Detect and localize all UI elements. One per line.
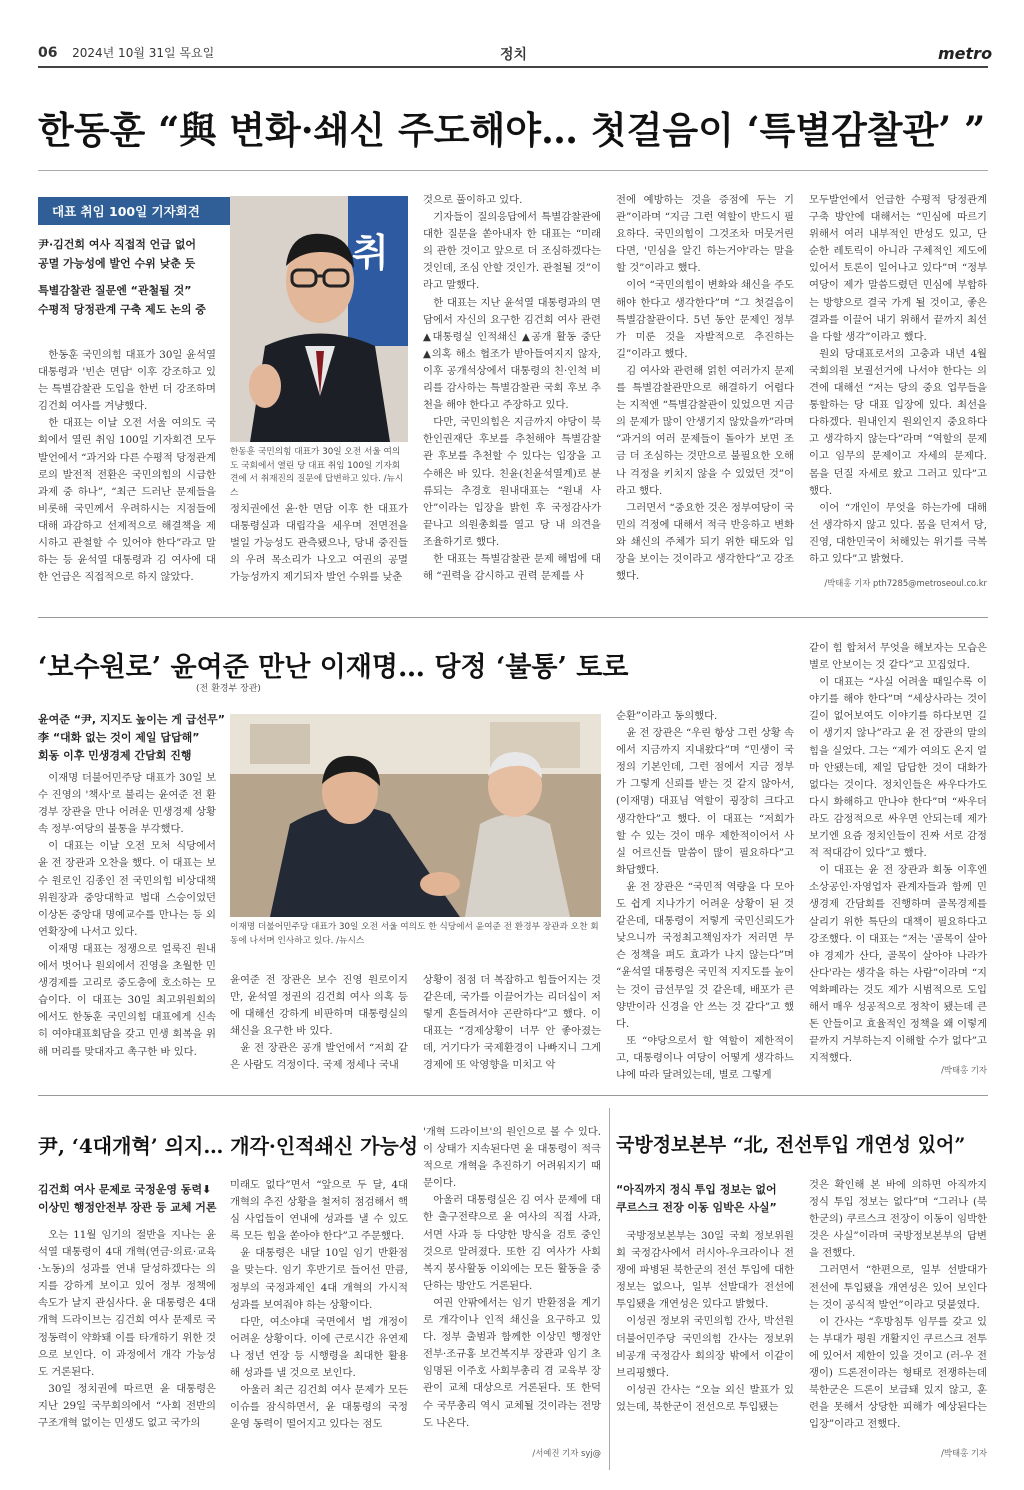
paragraph: 이 대표는 윤 전 장관과 회동 이후엔 소상공인·자영업자 관계자들과 함께 민생경제 간담회를 진행하며 골목경제를 살리기 위한 특단의 대책이 필요하다고 강조했다. 이 대표는 “저는 '골목이 살아야 경제가 산다, 골목이 살아야 나라가 산다'라는 생각을 하는 사람”이라며 “지역화폐라는 것도 제가 시범적으로 도입해서 매우 성공적으로 정착이 됐는데 큰 돈 안들이고 효율적인 정책을 왜 이렇게 끝까지 거부하는지 이해할 수가 없다”고 지적했다. (809, 864, 987, 1065)
story2-byline: /박태홍 기자 (941, 1065, 987, 1075)
metro-logo: metro (938, 44, 993, 63)
paragraph: '개혁 드라이브'의 원인으로 볼 수 있다. 이 상태가 지속된다면 윤 대통령이 적극적으로 개혁을 추진하기 어려워지기 때문이다. (423, 1126, 601, 1190)
paragraph: 한 대표는 지난 윤석열 대통령과의 면담에서 자신의 요구한 김건희 여사 관련 ▲대통령실 인적쇄신 ▲공개 활동 중단 ▲의혹 해소 협조가 받아들여지지 않자, 이후 공개석상에서 대통령의 친·인척 비리를 감사하는 특별감찰관 국회 후보 추천을 해야 한다고 주장하고 있다. (423, 296, 601, 412)
paragraph: 이성권 정보위 국민의힘 간사, 박선원 더불어민주당 국민의힘 간사는 정보위 비공개 국정감사 회의장 밖에서 이같이 브리핑했다. (616, 1315, 794, 1379)
paragraph: 다만, 여소야대 국면에서 법 개정이 어려운 상황이다. 이에 근로시간 유연제나 정년 연장 등 시행령을 최대한 활용해 성과를 낼 것으로 보인다. (230, 1315, 408, 1380)
paragraph: 윤 전 장관은 “국민적 역량을 다 모아도 쉽게 지나가기 어려운 상황이 된 것 같은데, 대통령이 저렇게 국민신뢰도가 낮으니까 국정최고책임자가 저러면 무슨 정책을 펴도 효과가 나지 않는다”며 “윤석열 대통령은 국민적 지지도를 높이는 것이 급선무일 것 같은데, 배포가 큰 양반이라 신경을 안 쓰는 것 같다”고 했다. (616, 880, 794, 1030)
paragraph: 상황이 점점 더 복잡하고 힘들어지는 것 같은데, 국가를 이끌어가는 리더십이 저렇게 흔들려서야 곤란하다”고 했다. 이 대표는 “경제상황이 너무 안 좋아졌는데, 거기다가 국제환경이 나빠지니 그게 경제에 또 악영향을 미치고 악 (423, 974, 601, 1072)
story2-caption: 이재명 더불어민주당 대표가 30일 오전 서울 여의도 한 식당에서 윤여준 전 환경부 장관과 오찬 회동에 나서며 인사하고 있다. /뉴시스 (230, 922, 599, 946)
han-donghoon-photo (230, 196, 408, 442)
story3-column-3 (423, 1124, 601, 1441)
paragraph: 윤여준 전 장관은 보수 진영 원로이지만, 윤석열 정권의 김건희 여사 의혹 등에 대해선 강하게 비판하며 대통령실의 쇄신을 요구한 바 있다. (230, 974, 408, 1038)
svg-text:취: 취 (352, 231, 389, 275)
story2-column-5 (809, 640, 987, 1065)
paragraph: 미래도 없다”면서 “앞으로 두 달, 4대 개혁의 추진 상황을 철저히 점검해서 핵심 사업들이 연내에 성과를 낼 수 있도록 모든 힘을 쏟아야 한다”고 주문했다. (230, 1179, 408, 1243)
issue-date: 2024년 10월 31일 목요일 (72, 46, 215, 60)
story1-deck1: 尹·김건희 여사 직접적 언급 없어 공멸 가능성에 발언 수위 낮춘 듯 (38, 238, 197, 270)
han-donghoon-illustration (230, 196, 408, 442)
lee-yoon-meeting-photo (230, 714, 601, 917)
story1-caption: 한동훈 국민의힘 대표가 30일 오전 서울 여의도 국회에서 열린 당 대표 취임 100일 기자회견에 서 취재진의 질문에 답변하고 있다. /뉴시스 (230, 447, 404, 498)
paragraph: 다만, 국민의힘은 지금까지 야당이 북한인권재단 후보를 추천해야 특별감찰관 후보를 추천할 수 있다는 입장을 고수해은 바 있다. 친윤(친윤석열계)로 분류되는 추경호 원내대표는 “원내 사안”이라는 입장을 밝힌 후 국정감사가 끝나고 의원총회를 열고 당 내 의견을 조율하기로 했다. (423, 416, 601, 548)
story2-subnote: (전 환경부 장관) (196, 684, 261, 694)
section-name: 정치 (500, 47, 528, 63)
paragraph: 기자들이 질의응답에서 특별감찰관에 대한 질문을 쏟아내자 한 대표는 “미래의 관한 것이고 앞으로 더 조심하겠다는 것인데, 조심 안할 것인가. 관철될 것”이라고 말했다. (423, 211, 601, 292)
paragraph: 이 간사는 “후방침투 임무를 갖고 있는 부대가 평원 개활지인 쿠르스크 전투에 있어서 제한이 있을 것이고 (러-우 전쟁이) 드론전이라는 형태로 전쟁하는데 북한군은 드론이 보급돼 있지 않고, 훈련을 못해서 상당한 피해가 예상된다는 입장”이라고 전했다. (809, 1315, 987, 1431)
story1-byline: /박태홍 기자 pth7285@metroseoul.co.kr (824, 578, 987, 588)
story2-column-1 (38, 770, 216, 1080)
paragraph: 모두발언에서 언급한 수평적 당정관계 구축 방안에 대해서는 “민심에 따르기 위해서 여러 내부적인 반성도 있고, 단순한 레토릭이 아니라 구체적인 제도에 있어서 토론이 일어나고 있다”며 “정부여당이 제가 말씀드렸던 민심에 부합하는 방향으로 결국 가게 될 것이고, 좋은 결과를 이끌어 내기 위해서 끝까지 최선을 다할 생각”이라고 했다. (809, 194, 987, 343)
column-divider (609, 1108, 610, 1470)
paragraph: 이재명 더불어민주당 대표가 30일 보수 진영의 '책사'로 불리는 윤여준 전 환경부 장관을 만나 어려운 민생경제 상황 속 정부·여당의 불통을 부각했다. (38, 772, 216, 836)
paragraph: 한동훈 국민의힘 대표가 30일 윤석열 대통령과 '빈손 면담' 이후 강조하고 있는 특별감찰관 도입을 한번 더 강조하며 김건희 여사를 겨냥했다. (38, 349, 216, 413)
paragraph: 순환”이라고 동의했다. (616, 710, 718, 722)
paragraph: 이 대표는 이날 오전 모처 식당에서 윤 전 장관과 오찬을 했다. 이 대표는 보수 원로인 김종인 전 국민의힘 비상대책위원장과 중앙대학교 법대 스승이었던 이상돈 중앙대 명예교수를 만나는 등 외연확장에 나서고 있다. (38, 840, 216, 938)
page-number: 06 2024년 10월 31일 목요일 (38, 45, 215, 61)
story1-top-rule (38, 170, 988, 171)
paragraph: 그러면서 “한편으로, 일부 선발대가 전선에 투입됐을 개연성은 있어 보인다는 것이 공식적 발언”이라고 덧붙였다. (809, 1264, 987, 1311)
story3-headline: 尹, ‘4대개혁’ 의지… 개각·인적쇄신 가능성 (38, 1134, 419, 1158)
paragraph: 것은 확인해 본 바에 의하면 아직까지 정식 투입 정보는 없다”며 “그러나 (북한군의) 쿠르스크 전장이 이동이 임박한 것은 사실”이라며 국방정보본부의 답변을 전했다. (809, 1179, 987, 1260)
story4-byline: /박태홍 기자 (941, 1448, 987, 1458)
story2-deck: 윤여준 “尹, 지지도 높이는 게 급선무” 李 “대화 없는 것이 제일 답답해” 회동 이후 민생경제 간담회 진행 (38, 713, 225, 762)
paragraph: 한 대표는 이날 오전 서울 여의도 국회에서 열린 취임 100일 기자회견 모두 발언에서 “과거와 다른 수평적 당정관계로의 발전적 전환은 국민의힘의 시급한 과제 중 하나”, “최근 드러난 문제들을 비롯해 국민께서 우려하시는 지점들에 대해 과감하고 선제적으로 해결책을 제시하고 관철할 수 있어야 한다”라고 말하는 등 윤석열 대통령과 김 여사에 대한 언급은 직접적으로 하지 않았다. (38, 417, 216, 584)
story1-column-3 (423, 192, 601, 597)
paragraph: 이재명 대표는 정쟁으로 얼룩진 원내에서 벗어나 원외에서 진영을 초월한 민생경제를 고리로 중도층에 호소하는 모습이다. 이 대표는 30일 최고위원회의에서도 한동훈 국민의힘 대표에게 신속히 여야대표회담을 갖고 민생 회복을 위해 머리를 맞대자고 촉구한 바 있다. (38, 942, 216, 1058)
lee-yoon-illustration (230, 714, 601, 917)
paragraph: 아울러 대통령실은 김 여사 문제에 대한 출구전략으로 윤 여사의 직접 사과, 서면 사과 등 다양한 방식을 검토 중인 것으로 알려졌다. 또한 김 여사가 사회복지 봉사활동 이외에는 모든 활동을 중단하는 방안도 거론된다. (423, 1194, 601, 1292)
paragraph: 여권 안팎에서는 임기 반환점을 계기로 개각이나 인적 쇄신을 요구하고 있다. 정부 출범과 함께한 이상민 행정안전부·조규홍 보건복지부 장관과 임기 초 임명된 이주호 사회부총리 겸 교육부 장관이 교체 대상으로 거론된다. 또 한덕수 국무총리 역시 교체될 것이라는 전망도 나온다. (423, 1296, 601, 1429)
story-divider-2 (38, 1095, 988, 1096)
header-rule (38, 66, 988, 68)
paragraph: 같이 힘 합쳐서 무엇을 해보자는 모습은 별로 안보이는 것 같다”고 꼬집었다. (809, 642, 987, 672)
story1-caption-credit: /뉴시스 (230, 474, 404, 498)
story4-column-2 (809, 1177, 987, 1441)
paragraph: 아울러 최근 김건희 여사 문제가 모든 이슈를 잠식하면서, 윤 대통령의 국정 운영 동력이 떨어지고 있다는 점도 (230, 1384, 408, 1431)
story4-column-1 (616, 1228, 794, 1468)
story1-column-4 (616, 192, 794, 597)
story1-deck2: 특별감찰관 질문엔 “관철될 것” 수평적 당정관계 구축 제도 논의 중 (38, 284, 206, 316)
paragraph: 오는 11월 임기의 절반을 지나는 윤석열 대통령이 4대 개혁(연금·의료·교육·노동)의 성과를 연내 달성하겠다는 의지를 강하게 보이고 있어 정부 정책에 속도가 날지 관심사다. 윤 대통령은 4대 개혁 드라이브는 김건희 여사 문제로 국정동력이 약화돼 이를 타개하기 위한 것으로 보인다. 이 과정에서 개각 가능성도 거론된다. (38, 1229, 216, 1378)
story1-column-2 (230, 501, 408, 597)
paragraph: 것으로 풀이하고 있다. (423, 194, 523, 206)
paragraph: 윤 전 장관은 공개 발언에서 “저희 같은 사람도 걱정이다. 국제 정세나 국내 (230, 1042, 408, 1072)
story4-deck: “아직까지 정식 투입 정보는 없어 쿠르스크 전장 이동 임박은 사실” (616, 1183, 777, 1214)
story2-column-3 (423, 972, 601, 1080)
story3-column-1 (38, 1227, 216, 1467)
paragraph: 이 대표는 “사실 어려울 때일수록 이야기를 해야 한다”며 “세상사라는 것이 길이 없어보여도 이야기를 하다보면 길이 생기지 않나”라고 윤 전 장관의 말의 힘을 실었다. 그는 “제가 여의도 온지 얼마 안됐는데, 제일 답답한 것이 대화가 없다는 것이다. 정치인들은 싸우다가도 다시 화해하고 만나야 한다”며 “싸우더라도 감정적으로 싸우면 안되는데 제가 보기엔 요즘 정치인들이 진짜 서로 감정적 적대감이 있다”고 했다. (809, 676, 987, 860)
paragraph: 이어 “국민의힘이 변화와 쇄신을 주도해야 한다고 생각한다”며 “그 첫걸음이 특별감찰관이다. 5년 동안 문제인 정부가 미룬 것을 자발적으로 추진하는 길”이라고 했다. (616, 279, 794, 360)
story-divider-1 (38, 617, 988, 618)
story3-deck: 김건희 여사 문제로 국정운영 동력⬇ 이상민 행정안전부 장관 등 교체 거론 (38, 1183, 217, 1214)
paragraph: 원외 당대표로서의 고충과 내년 4월 국회의원 보궐선거에 나서야 한다는 의견에 대해선 “저는 당의 중요 업무들을 통할하는 당 대표 입장에 있다. 최선을 다하겠다. 원내인지 원외인지 중요하다고 생각하지 않는다”라며 “역할의 문제이고 임무의 문제이고 자세의 문제다. 몸을 던질 자세로 왔고 그러고 있다”고 했다. (809, 347, 987, 497)
story2-caption-credit: /뉴시스 (336, 935, 365, 946)
story1-column-5 (809, 192, 987, 574)
paragraph: 30일 정치권에 따르면 윤 대통령은 지난 29일 국무회의에서 “사회 전반의 구조개혁 없이는 민생도 없고 국가의 (38, 1382, 216, 1430)
paragraph: 전에 예방하는 것을 증점에 두는 기관”이라며 “지금 그런 역할이 반드시 필요하다. 국민의힘이 그것조차 머뭇거린다면, '민심을 알긴 하는거야'라는 말을 할 것”이라고 했다. (616, 194, 794, 275)
story2-column-2 (230, 972, 408, 1080)
story4-headline: 국방정보본부 “北, 전선투입 개연성 있어” (616, 1134, 966, 1156)
paragraph: 국방정보본부는 30일 국회 정보위원회 국정감사에서 러시아-우크라이나 전쟁에 파병된 북한군의 전선 투입에 대한 정보는 없으나, 일부 선발대가 전선에 투입됐을 개연성은 있다고 밝혔다. (616, 1230, 794, 1311)
paragraph: 윤 대통령은 내달 10일 임기 반환점을 맞는다. 임기 후반기로 들어선 만큼, 정부의 국정과제인 4대 개혁의 가시적 성과를 보여줘야 하는 상황이다. (230, 1247, 408, 1311)
paragraph: 정치권에선 윤·한 면담 이후 한 대표가 대통령실과 대립각을 세우며 전면전을 벌일 가능성도 관측됐으나, 당내 중진들의 우려 목소리가 나오고 여권의 공멸 가능성까지 제기되자 발언 수위를 낮춘 (230, 503, 408, 584)
paragraph: 김 여사와 관련해 얽힌 여러가지 문제를 특별감찰관만으로 해결하기 어렵다는 지적엔 “특별감찰관이 있었으면 지금의 문제가 많이 안생기지 않았을까”라며 “과거의 여러 문제들이 돌아가 보면 조금 더 조심하는 것만으로 불필요한 오해나 걱정을 키치지 않을 수 있었던 것”이라고 했다. (616, 364, 794, 497)
story3-column-2 (230, 1177, 408, 1467)
paragraph: 그러면서 “중요한 것은 정부여당이 국민의 걱정에 대해서 적극 반응하고 변화와 쇄신의 주체가 되기 위한 태도와 입장을 보이는 것이라고 생각한다”고 강조했다. (616, 501, 794, 583)
story1-column-1 (38, 347, 216, 597)
story1-headline: 한동훈 “與 변화·쇄신 주도해야… 첫걸음이 ‘특별감찰관’ ” (38, 108, 986, 152)
paragraph: 이성권 간사는 “오늘 외신 발표가 있었는데, 북한군이 전선으로 투입됐는 (616, 1383, 794, 1413)
paragraph: 한 대표는 특별감찰관 문제 해법에 대해 “권력을 감시하고 권력 문제를 사 (423, 552, 601, 583)
paragraph: 윤 전 장관은 “우린 항상 그런 상황 속에서 지금까지 지내왔다”며 “민생이 국정의 기본인데, 그런 점에서 지금 정부가 그렇게 신뢰를 받는 것 같지 않아서, (이재명) 대표님 역할이 굉장히 크다고 생각한다”고 했다. 이 대표는 “저희가 할 수 있는 것이 매우 제한적이어서 사실 어르신들 말씀이 많이 필요하다”고 화답했다. (616, 727, 794, 876)
story1-tag: 대표 취임 100일 기자회견 (38, 197, 230, 225)
paragraph: 또 “야당으로서 할 역할이 제한적이고, 대통령이나 여당이 어떻게 생각하느냐에 따라 달려있는데, 별로 그렇게 (616, 1034, 794, 1080)
story2-column-4 (616, 708, 794, 1080)
story3-byline: /서예진 기자 syj@ (532, 1448, 601, 1458)
paragraph: 이어 “개인이 무엇을 하는가에 대해 선 생각하지 않고 있다. 몸을 던져서 당, 진영, 대한민국이 처해있는 위기를 극복하고 있다”고 밝혔다. (809, 501, 987, 565)
story2-headline: ‘보수원로’ 윤여준 만난 이재명… 당정 ‘불통’ 토로 (38, 652, 629, 683)
